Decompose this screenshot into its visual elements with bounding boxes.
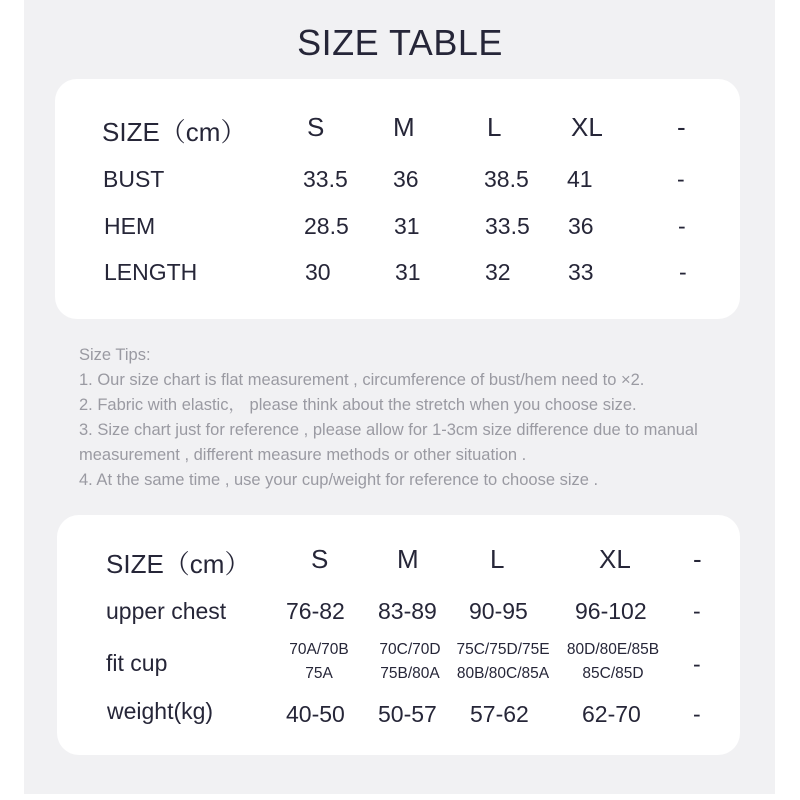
fit-cup-l xyxy=(451,638,555,686)
size-tip-4: 4. At the same time , use your cup/weight for reference to choose size . xyxy=(79,471,599,489)
fit-cup-m-line2: 75B/80A xyxy=(380,665,440,682)
bust-m: 36 xyxy=(393,166,419,192)
weight-m: 50-57 xyxy=(378,701,437,727)
fit-cup-m-line1: 70C/70D xyxy=(379,641,441,658)
size-tip-2: 2. Fabric with elastic， please think about the stretch when you choose size. xyxy=(79,396,637,414)
cup-header-l: L xyxy=(490,544,505,574)
bust-dash: - xyxy=(677,166,685,192)
fit-cup-s xyxy=(279,638,359,686)
fit-cup-s-line2: 75A xyxy=(305,665,333,682)
fit-cup-m xyxy=(368,638,452,686)
cup-header-dash: - xyxy=(693,544,702,574)
upper-chest-s: 76-82 xyxy=(286,598,345,624)
weight-s: 40-50 xyxy=(286,701,345,727)
cup-header-s: S xyxy=(311,544,329,574)
size-header-l: L xyxy=(487,112,502,142)
length-dash: - xyxy=(679,259,687,285)
bust-s: 33.5 xyxy=(303,166,348,192)
length-xl: 33 xyxy=(568,259,594,285)
row-label-length: LENGTH xyxy=(104,259,198,285)
length-m: 31 xyxy=(395,259,421,285)
fit-cup-xl-line1: 80D/80E/85B xyxy=(566,641,660,658)
row-label-bust: BUST xyxy=(103,166,165,192)
hem-m: 31 xyxy=(394,213,420,239)
weight-xl: 62-70 xyxy=(582,701,641,727)
hem-l: 33.5 xyxy=(485,213,530,239)
size-tip-3: 3. Size chart just for reference , please allow for 1-3cm size difference due to manual measurement , different measure methods or other situation . xyxy=(79,421,698,464)
page-title: SIZE TABLE xyxy=(297,22,503,63)
fit-cup-xl xyxy=(561,638,665,686)
weight-dash: - xyxy=(693,701,701,727)
fit-cup-dash: - xyxy=(693,651,701,677)
upper-chest-l: 90-95 xyxy=(469,598,528,624)
weight-l: 57-62 xyxy=(470,701,529,727)
fit-cup-xl-line2: 85C/85D xyxy=(582,665,644,682)
length-l: 32 xyxy=(485,259,511,285)
upper-chest-dash: - xyxy=(693,598,701,624)
fit-cup-l-line2: 80B/80C/85A xyxy=(456,665,550,682)
hem-xl: 36 xyxy=(568,213,594,239)
hem-dash: - xyxy=(678,213,686,239)
size-header-m: M xyxy=(393,112,415,142)
fit-cup-l-line1: 75C/75D/75E xyxy=(456,641,550,658)
size-tip-1: 1. Our size chart is flat measurement , circumference of bust/hem need to ×2. xyxy=(79,371,645,389)
size-tips xyxy=(79,343,739,493)
size-header-dash: - xyxy=(677,112,686,142)
size-header-s: S xyxy=(307,112,325,142)
size-header-label: SIZE（cm） xyxy=(102,117,247,147)
cup-header-label: SIZE（cm） xyxy=(106,549,251,579)
cup-header-m: M xyxy=(397,544,419,574)
upper-chest-xl: 96-102 xyxy=(575,598,647,624)
row-label-hem: HEM xyxy=(104,213,156,239)
size-tips-heading: Size Tips: xyxy=(79,346,151,364)
cup-header-xl: XL xyxy=(599,544,631,574)
row-label-fit-cup: fit cup xyxy=(106,650,168,676)
bust-l: 38.5 xyxy=(484,166,529,192)
fit-cup-s-line1: 70A/70B xyxy=(289,641,349,658)
hem-s: 28.5 xyxy=(304,213,349,239)
upper-chest-m: 83-89 xyxy=(378,598,437,624)
row-label-weight: weight(kg) xyxy=(107,698,214,724)
size-header-xl: XL xyxy=(571,112,603,142)
bust-xl: 41 xyxy=(567,166,593,192)
length-s: 30 xyxy=(305,259,331,285)
row-label-upper-chest: upper chest xyxy=(106,598,227,624)
